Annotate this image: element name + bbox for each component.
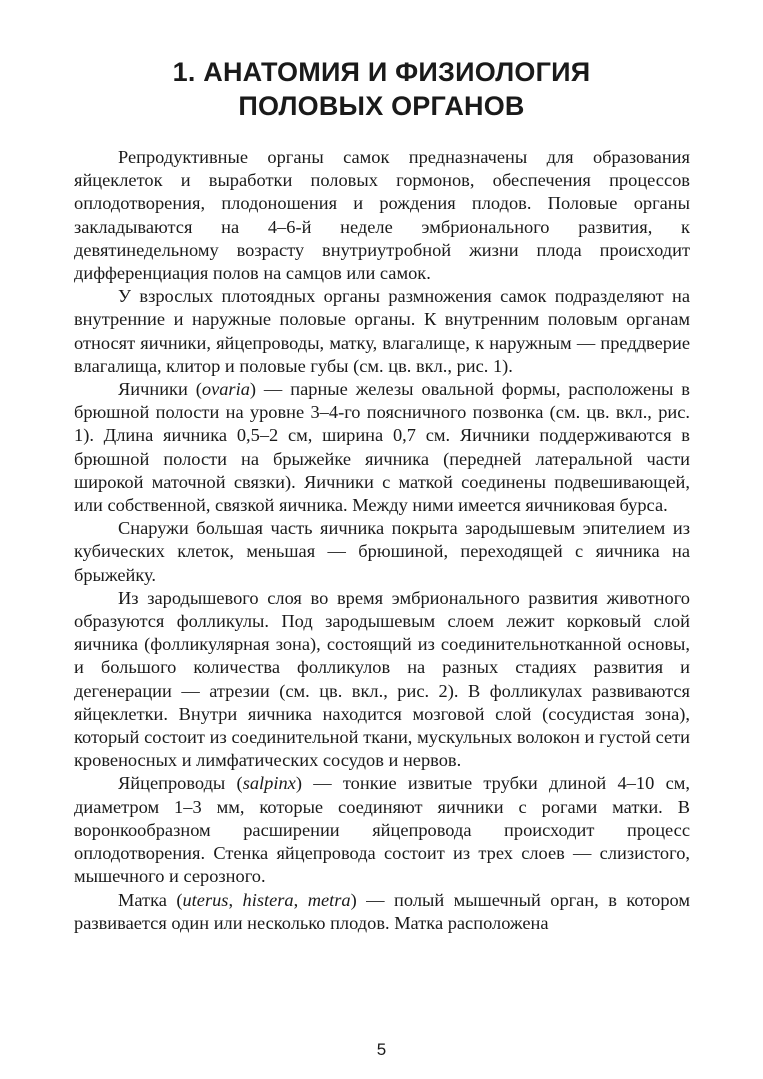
- paragraph-ovary-surface: Снаружи большая часть яичника покрыта зародышевым эпителием из кубических клеток, меньшая — брюшиной, переходящей с яичника на брыжейку.: [74, 518, 690, 585]
- paragraph-oviducts: [74, 772, 690, 888]
- chapter-heading: [60, 55, 703, 123]
- latin-term-uterus: uterus: [182, 889, 229, 910]
- paragraph-adult-carnivores: У взрослых плотоядных органы размножения самок подразделяют на внутренние и наружные половые органы. К внутренним половым органам относят яичники, яйцепроводы, матку, влагалище, к наружным — преддверие влагалища, клитор и половые губы (см. цв. вкл., рис. 1).: [74, 286, 690, 376]
- paragraph-follicles: Из зародышевого слоя во время эмбрионального развития животного образуются фолликулы. Под зародышевым слоем лежит корковый слой яичника (фолликулярная зона), состоящий из соединительнотканной основы, и большого количества фолликулов на разных стадиях развития и дегенерации — атрезии (см. цв. вкл., рис. 2). В фолликулах развиваются яйцеклетки. Внутри яичника находится мозговой слой (сосудистая зона), который состоит из соединительной ткани, мускульных волокон и густой сети кровеносных и лимфатических сосудов и нервов.: [74, 587, 690, 771]
- latin-term-histera: histera: [242, 889, 294, 910]
- term-separator-1: ,: [228, 889, 243, 910]
- paragraph-ovaries: [74, 378, 690, 517]
- term-separator-2: ,: [293, 889, 308, 910]
- paragraph-oviducts-rest: ) — тонкие извитые трубки длиной 4–10 см, диаметром 1–3 мм, которые соединяют яичники с рогами матки. В воронкообразном расширении яйцепровода происходит процесс оплодотворения. Стенка яйцепровода состоит из трех слоев — слизистого, мышечного и серозного.: [74, 773, 690, 887]
- chapter-heading-line-2: ПОЛОВЫХ ОРГАНОВ: [238, 91, 525, 121]
- paragraph-uterus-start: Матка (: [118, 889, 183, 910]
- paragraph-uterus-rest: ) — полый мышечный орган, в котором развивается один или несколько плодов. Матка расположена: [74, 889, 690, 933]
- latin-term-ovaria: ovaria: [201, 379, 250, 400]
- page-number: 5: [376, 1040, 387, 1059]
- body-text: [74, 146, 690, 935]
- latin-term-salpinx: salpinx: [242, 773, 296, 794]
- chapter-heading-line-1: 1. АНАТОМИЯ И ФИЗИОЛОГИЯ: [172, 57, 591, 87]
- paragraph-oviducts-start: Яйцепроводы (: [118, 773, 243, 794]
- paragraph-reproductive-organs: Репродуктивные органы самок предназначены для образования яйцеклеток и выработки половых гормонов, обеспечения процессов оплодотворения, плодоношения и рождения плодов. Половые органы закладываются на 4–6-й неделе эмбрионального развития, к девятинедельному возрасту внутриутробной жизни плода происходит дифференциация полов на самцов или самок.: [74, 147, 690, 284]
- paragraph-ovaries-start: Яичники (: [118, 379, 202, 400]
- paragraph-uterus: [74, 889, 690, 935]
- paragraph-ovaries-rest: ) — парные железы овальной формы, расположены в брюшной полости на уровне 3–4-го поясничного позвонка (см. цв. вкл., рис. 1). Длина яичника 0,5–2 см, ширина 0,7 см. Яичники поддерживаются в брюшной полости на брыжейке яичника (передней латеральной части широкой маточной связки). Яичники с маткой соединены подвешивающей, или собственной, связкой яичника. Между ними имеется яичниковая бурса.: [74, 379, 690, 516]
- latin-term-metra: metra: [307, 889, 351, 910]
